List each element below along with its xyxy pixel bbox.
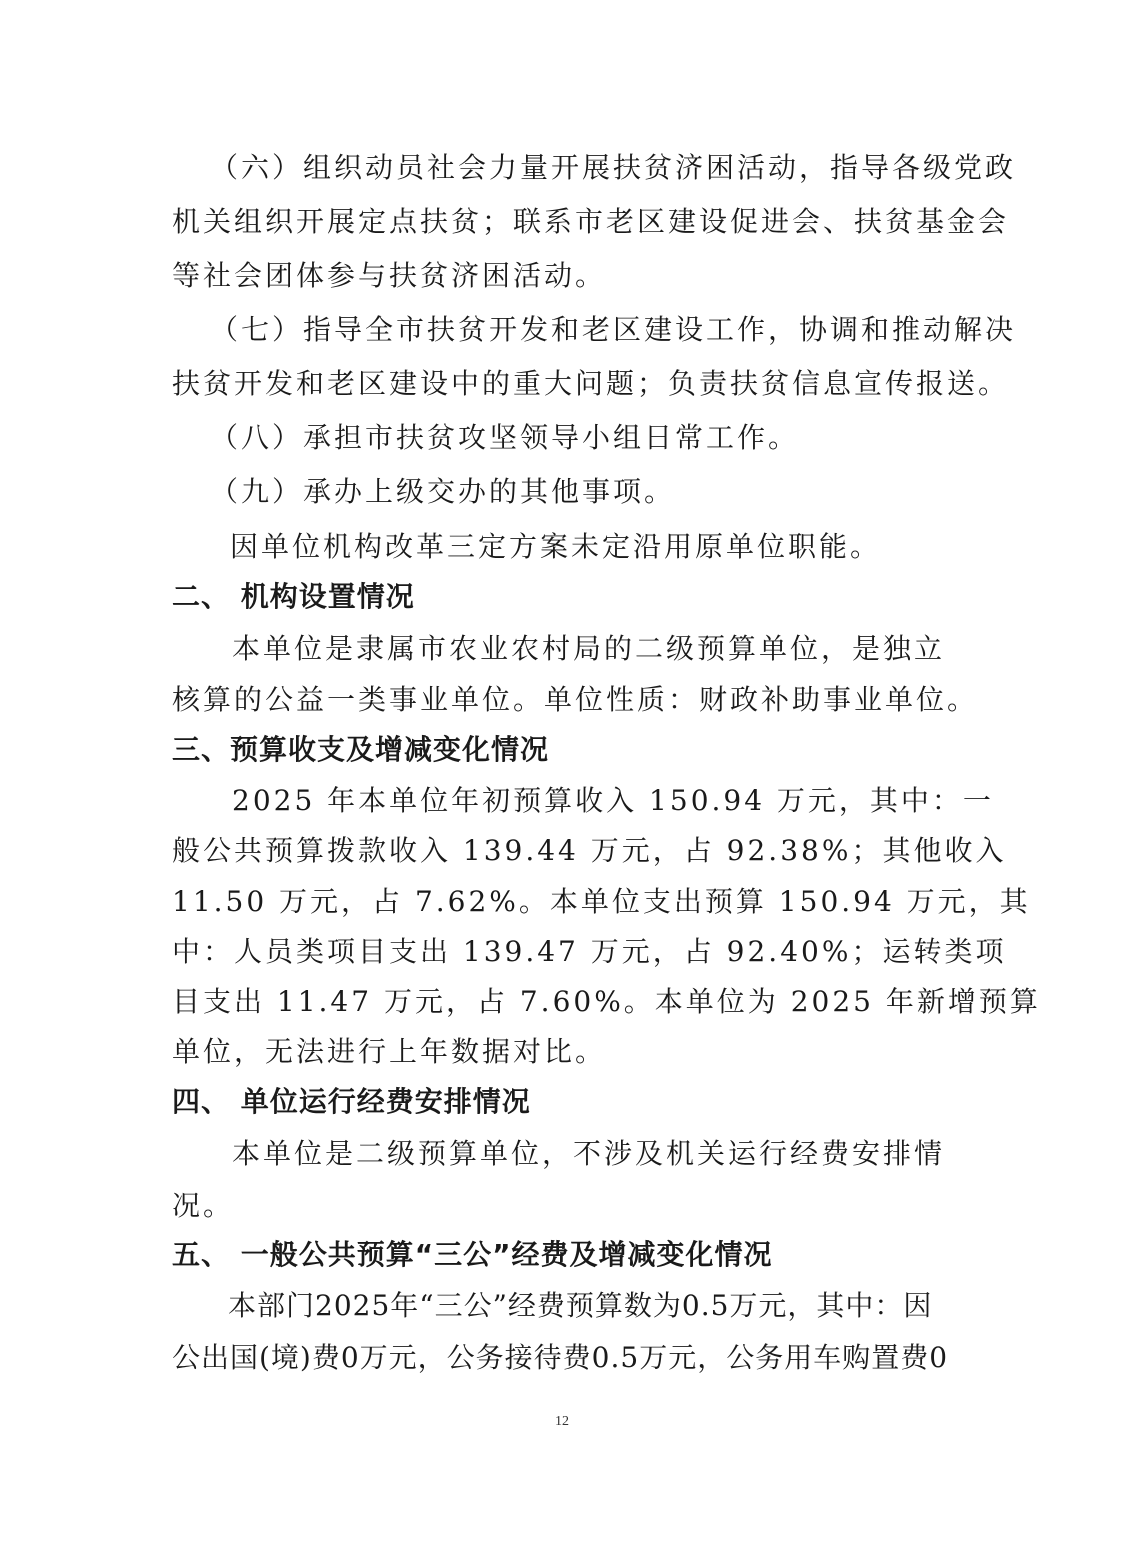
paragraph-line: 2025 年本单位年初预算收入 150.94 万元，其中：一 (232, 784, 994, 817)
section-heading-3: 三、预算收支及增减变化情况 (172, 733, 550, 766)
paragraph-line: 等社会团体参与扶贫济困活动。 (172, 259, 607, 292)
paragraph-line: 核算的公益一类事业单位。单位性质：财政补助事业单位。 (172, 683, 979, 716)
paragraph-line: 况。 (172, 1189, 235, 1222)
paragraph-line: 中：人员类项目支出 139.47 万元，占 92.40%；运转类项 (172, 935, 1007, 968)
section-heading-2: 二、 机构设置情况 (172, 580, 415, 613)
paragraph-line: 本部门2025年“三公”经费预算数为0.5万元，其中：因 (228, 1289, 933, 1322)
paragraph-line: 机关组织开展定点扶贫；联系市老区建设促进会、扶贫基金会 (172, 205, 1010, 238)
paragraph-line: 本单位是隶属市农业农村局的二级预算单位，是独立 (232, 632, 946, 665)
paragraph-line: （七）指导全市扶贫开发和老区建设工作，协调和推动解决 (210, 313, 1017, 346)
section-heading-5: 五、 一般公共预算“三公”经费及增减变化情况 (172, 1238, 773, 1271)
paragraph-line: 扶贫开发和老区建设中的重大问题；负责扶贫信息宣传报送。 (172, 367, 1010, 400)
paragraph-line: 目支出 11.47 万元，占 7.60%。本单位为 2025 年新增预算 (172, 985, 1041, 1018)
section-heading-4: 四、 单位运行经费安排情况 (172, 1085, 531, 1118)
paragraph-line: （六）组织动员社会力量开展扶贫济困活动，指导各级党政 (210, 151, 1017, 184)
paragraph-line: （八）承担市扶贫攻坚领导小组日常工作。 (210, 421, 800, 454)
paragraph-line: 般公共预算拨款收入 139.44 万元，占 92.38%；其他收入 (172, 834, 1007, 867)
paragraph-line: 本单位是二级预算单位，不涉及机关运行经费安排情 (232, 1137, 946, 1170)
paragraph-line: 因单位机构改革三定方案未定沿用原单位职能。 (230, 530, 882, 563)
paragraph-line: 11.50 万元，占 7.62%。本单位支出预算 150.94 万元，其 (172, 885, 1031, 918)
page-number: 12 (555, 1414, 569, 1429)
paragraph-line: 单位，无法进行上年数据对比。 (172, 1035, 607, 1068)
paragraph-line: （九）承办上级交办的其他事项。 (210, 475, 676, 508)
paragraph-line: 公出国(境)费0万元，公务接待费0.5万元，公务用车购置费0 (172, 1341, 949, 1374)
